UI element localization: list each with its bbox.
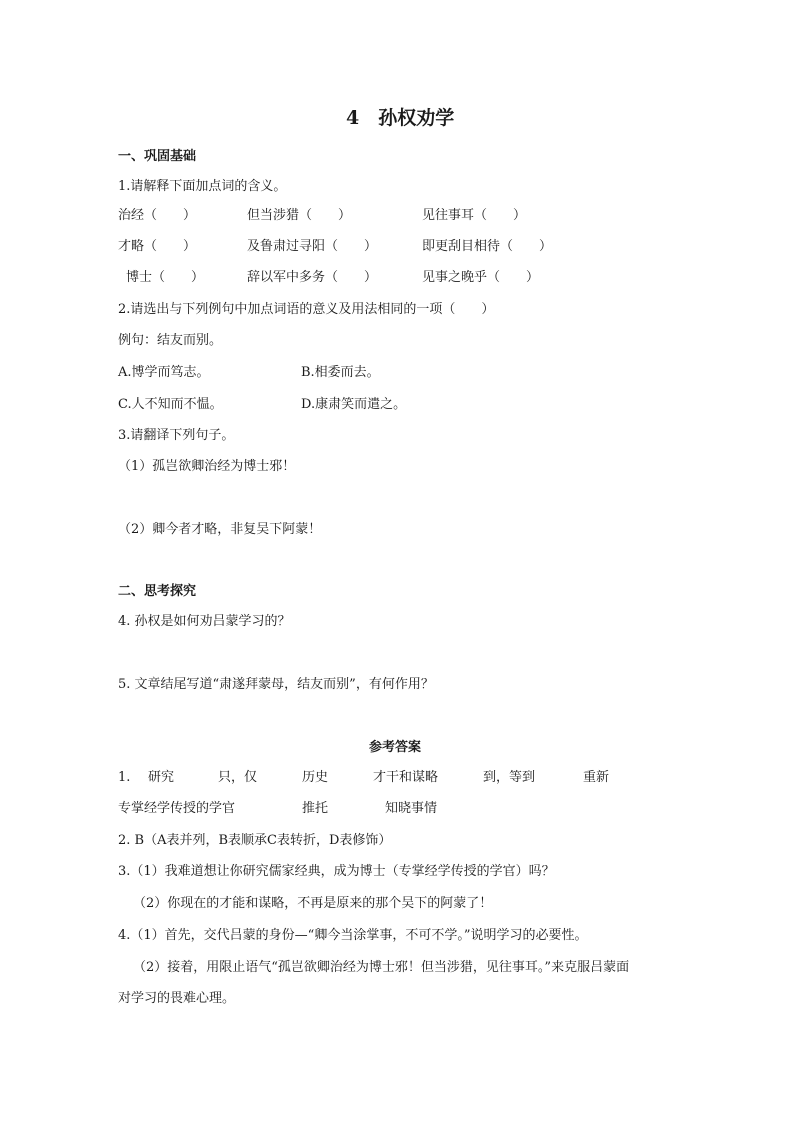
- q1-item: 辞以军中多务（ ）: [247, 270, 378, 285]
- question-1-prompt: 1.请解释下面加点词的含义。: [118, 179, 287, 194]
- question-3-prompt: 3.请翻译下列句子。: [118, 428, 235, 443]
- answer-1-item: 重新: [583, 770, 610, 785]
- question-4: 4. 孙权是如何劝吕蒙学习的？: [118, 614, 291, 629]
- question-2-example: 例句：结友而别。: [118, 333, 223, 348]
- answer-1-item: 历史: [302, 770, 329, 785]
- q2-option-c: C.人不知而不愠。: [118, 397, 223, 412]
- answer-2: 2. B（A表并列，B表顺承C表转折，D表修饰）: [118, 833, 392, 848]
- answer-1-label: 1.: [118, 770, 131, 785]
- answer-4-part-2-continued: 对学习的畏难心理。: [118, 991, 236, 1006]
- page-title: 4 孙权劝学: [346, 107, 455, 129]
- q2-option-a: A.博学而笃志。: [118, 365, 210, 380]
- answer-3-part-1: 3.（1）我难道想让你研究儒家经典，成为博士（专掌经学传授的学官）吗？: [118, 864, 555, 879]
- q1-item: 才略（ ）: [118, 239, 197, 254]
- answer-4-part-1: 4.（1）首先，交代吕蒙的身份—“卿今当涂掌事，不可不学。”说明学习的必要性。: [118, 928, 588, 943]
- q1-item: 见事之晚乎（ ）: [422, 270, 540, 285]
- answer-3-part-2: （2）你现在的才能和谋略，不再是原来的那个吴下的阿蒙了！: [133, 896, 493, 911]
- q2-option-b: B.相委而去。: [301, 365, 380, 380]
- q1-item: 即更刮目相待（ ）: [422, 239, 553, 254]
- answers-heading: 参考答案: [369, 740, 422, 755]
- answer-1-item: 推托: [302, 801, 329, 816]
- answer-4-part-2: （2）接着，用限止语气“孤岂欲卿治经为博士邪！但当涉猎，见往事耳。”来克服吕蒙面: [133, 960, 630, 975]
- q1-item: 治经（ ）: [118, 208, 197, 223]
- answer-1-item: 到，等到: [483, 770, 536, 785]
- q3-item-1: （1）孤岂欲卿治经为博士邪！: [118, 459, 296, 474]
- question-2-prompt: 2.请选出与下列例句中加点词语的意义及用法相同的一项（ ）: [118, 302, 495, 317]
- answer-1-item: 才干和谋略: [373, 770, 439, 785]
- q1-item: 见往事耳（ ）: [422, 208, 527, 223]
- q2-option-d: D.康肃笑而遣之。: [301, 397, 407, 412]
- answer-1-item: 知晓事情: [385, 801, 438, 816]
- answer-1-item: 只，仅: [218, 770, 258, 785]
- q1-item: 但当涉猎（ ）: [247, 208, 352, 223]
- section-heading-basics: 一、巩固基础: [118, 149, 197, 164]
- q1-item: 博士（ ）: [126, 270, 205, 285]
- section-heading-inquiry: 二、思考探究: [118, 584, 197, 599]
- question-5: 5. 文章结尾写道“肃遂拜蒙母，结友而别”，有何作用？: [118, 677, 434, 692]
- q1-item: 及鲁肃过寻阳（ ）: [247, 239, 378, 254]
- q3-item-2: （2）卿今者才略，非复吴下阿蒙！: [118, 522, 322, 537]
- answer-1-item: 研究: [148, 770, 175, 785]
- answer-1-item: 专掌经学传授的学官: [118, 801, 236, 816]
